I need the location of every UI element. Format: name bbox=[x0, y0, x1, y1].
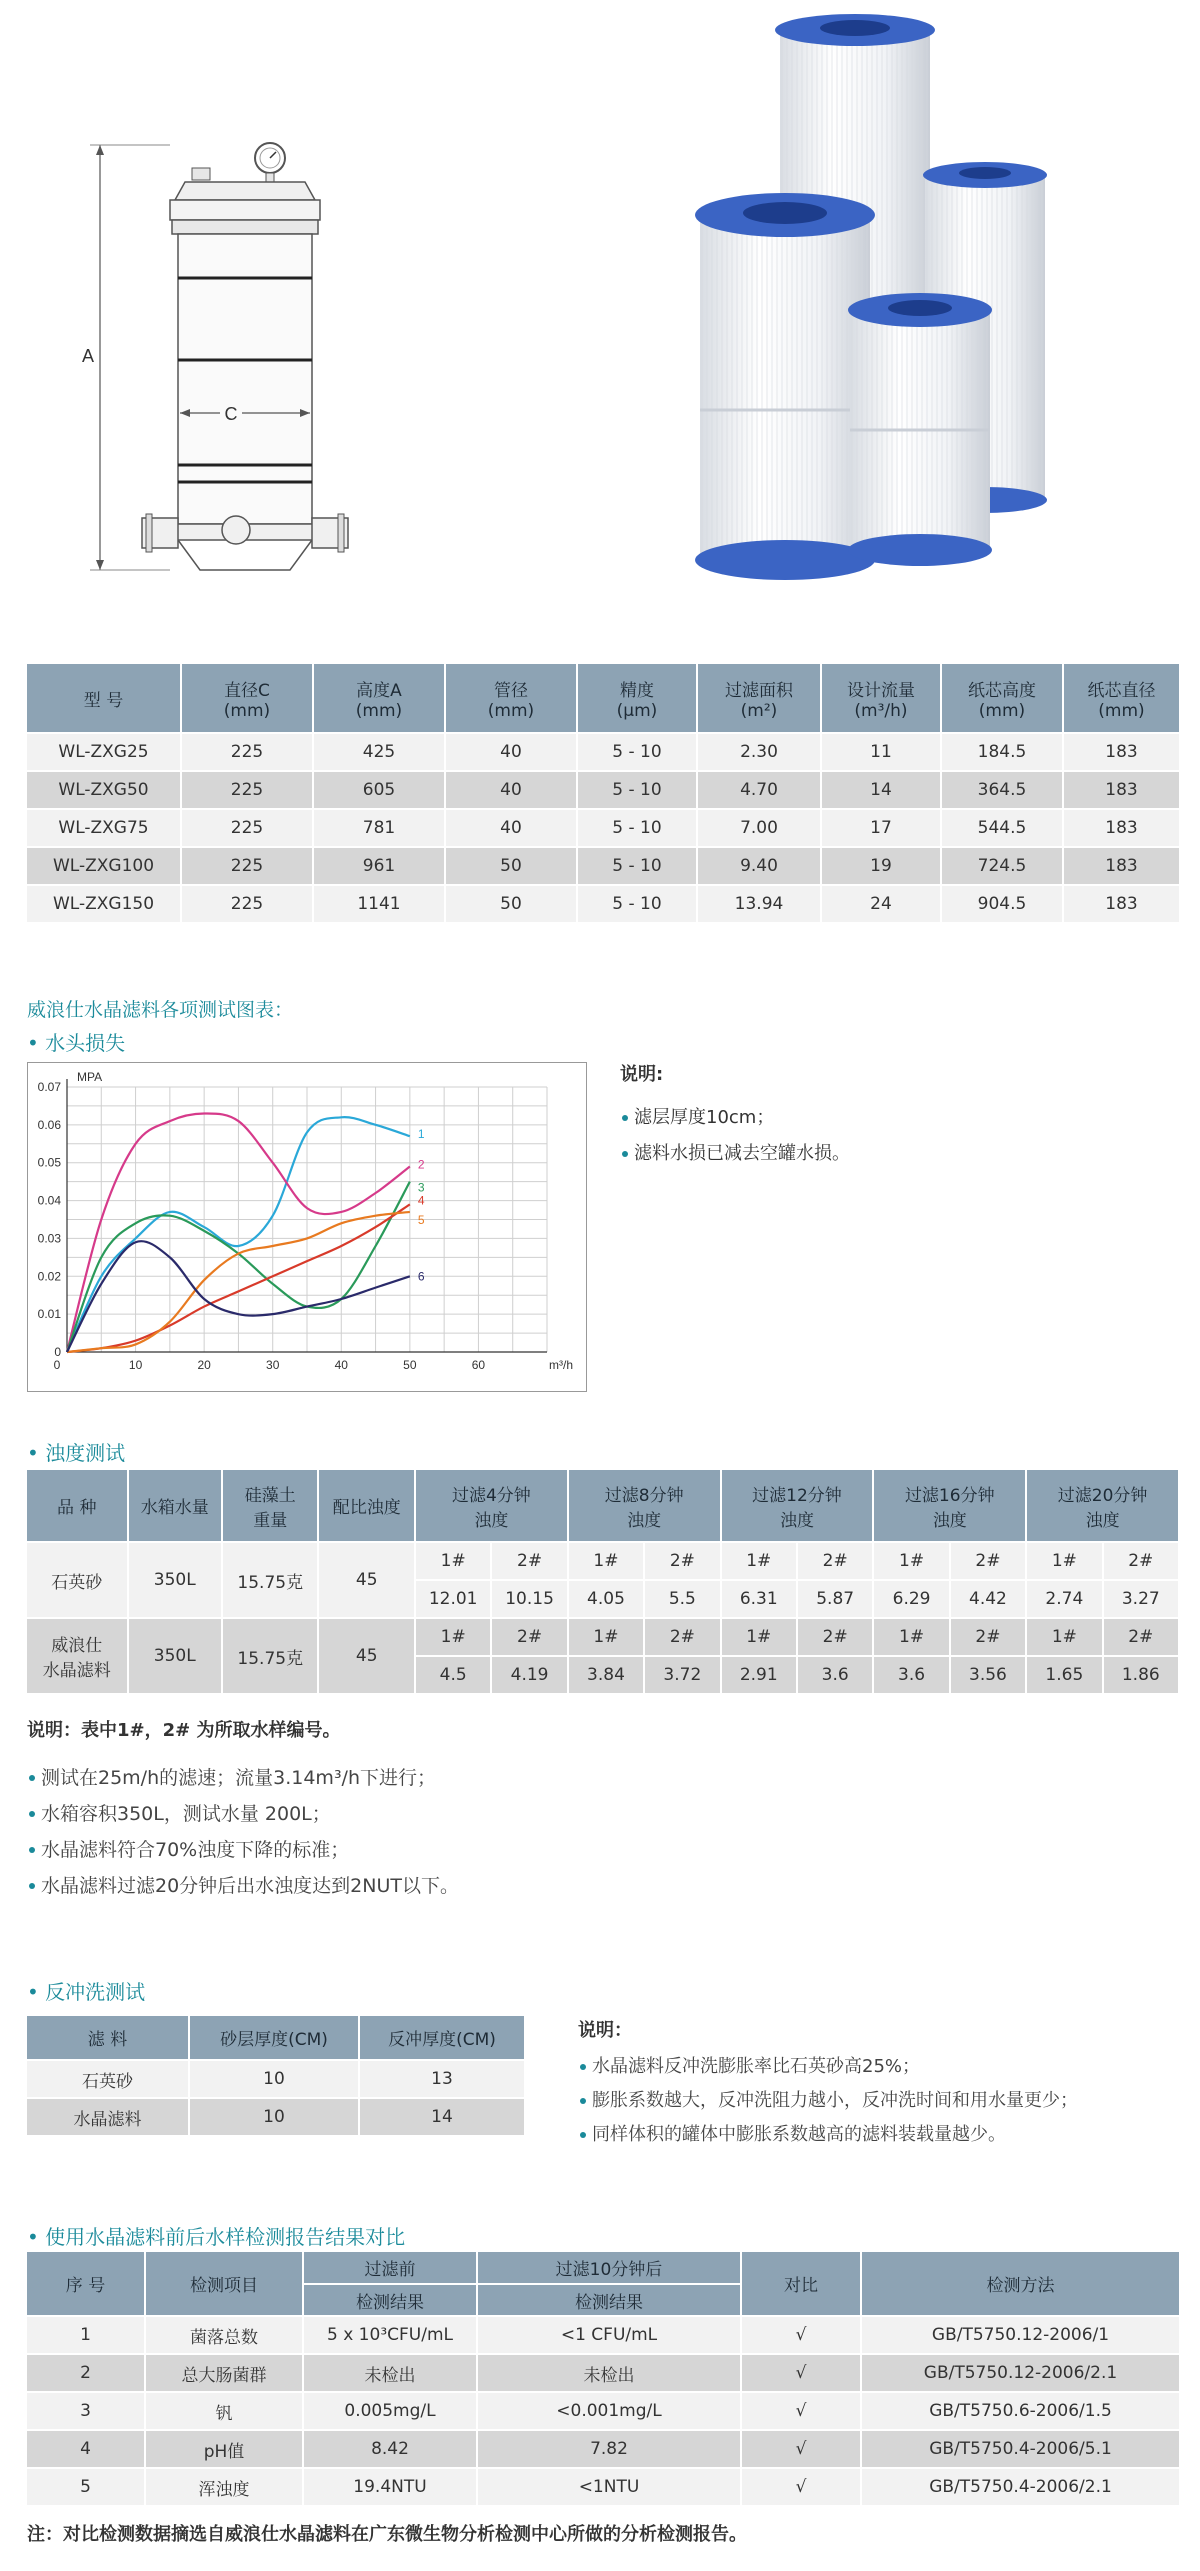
spec-cell: 40 bbox=[445, 809, 577, 847]
turbidity-table bbox=[27, 1470, 1180, 1695]
turbidity-sample-label: 2# bbox=[1103, 1618, 1179, 1656]
spec-cell: 225 bbox=[181, 885, 313, 923]
spec-cell: 225 bbox=[181, 733, 313, 771]
report-table bbox=[27, 2252, 1181, 2507]
report-header-item: 检测项目 bbox=[145, 2252, 303, 2316]
turbidity-material-cell: 威浪仕 水晶滤料 bbox=[27, 1618, 128, 1694]
chart-x-tick-label: 30 bbox=[266, 1358, 280, 1372]
turbidity-value-cell: 1.65 bbox=[1026, 1656, 1102, 1694]
chart-x-axis-label: m³/h bbox=[549, 1358, 573, 1372]
turbidity-value-cell: 6.29 bbox=[873, 1580, 949, 1618]
report-header bbox=[27, 2252, 1180, 2284]
turbidity-value-cell: 1.86 bbox=[1103, 1656, 1179, 1694]
table-row bbox=[27, 1542, 1179, 1580]
turbidity-sample-label: 1# bbox=[1026, 1542, 1102, 1580]
chart-y-tick-label: 0.02 bbox=[37, 1269, 61, 1284]
turbidity-header-cell: 过滤16分钟 浊度 bbox=[873, 1470, 1026, 1542]
spec-header-height: 高度A (mm) bbox=[313, 664, 445, 733]
table-row bbox=[27, 847, 1180, 885]
spec-cell: 183 bbox=[1063, 885, 1180, 923]
report-cell: 总大肠菌群 bbox=[145, 2354, 303, 2392]
table-row bbox=[27, 885, 1180, 923]
backwash-note-title: 说明： bbox=[578, 2020, 632, 2041]
turbidity-value-cell: 12.01 bbox=[415, 1580, 491, 1618]
table-row bbox=[27, 2316, 1180, 2354]
table-row bbox=[27, 2098, 525, 2136]
turbidity-sample-label: 1# bbox=[568, 1618, 644, 1656]
turbidity-header-cell: 过滤20分钟 浊度 bbox=[1026, 1470, 1179, 1542]
backwash-title: • 反冲洗测试 bbox=[27, 1980, 146, 2004]
chart-x-tick-label: 40 bbox=[334, 1358, 348, 1372]
report-cell: 2 bbox=[27, 2354, 145, 2392]
turbidity-value-cell: 3.6 bbox=[873, 1656, 949, 1694]
turbidity-value-cell: 10.15 bbox=[491, 1580, 567, 1618]
spec-cell: 17 bbox=[821, 809, 941, 847]
spec-cell: 425 bbox=[313, 733, 445, 771]
turbidity-value-cell: 3.84 bbox=[568, 1656, 644, 1694]
report-cell: <0.001mg/L bbox=[477, 2392, 741, 2430]
turbidity-sample-label: 1# bbox=[568, 1542, 644, 1580]
spec-cell: 19 bbox=[821, 847, 941, 885]
backwash-cell: 10 bbox=[189, 2060, 359, 2098]
turbidity-volume-cell: 350L bbox=[128, 1542, 222, 1618]
turbidity-value-cell: 4.05 bbox=[568, 1580, 644, 1618]
table-row bbox=[27, 1618, 1179, 1656]
spec-cell: 50 bbox=[445, 847, 577, 885]
backwash-notes bbox=[578, 2016, 1178, 2152]
turbidity-header-cell: 过滤8分钟 浊度 bbox=[568, 1470, 721, 1542]
turbidity-bullet: 水晶滤料符合70%浊度下降的标准； bbox=[27, 1832, 459, 1868]
table-row bbox=[27, 2430, 1180, 2468]
report-cell: √ bbox=[741, 2354, 861, 2392]
chart-series-label: 3 bbox=[417, 1180, 425, 1195]
backwash-header-cell: 反冲厚度(CM) bbox=[359, 2016, 525, 2060]
turbidity-header-cell: 水箱水量 bbox=[128, 1470, 222, 1542]
report-cell: 5 bbox=[27, 2468, 145, 2506]
turbidity-sample-label: 1# bbox=[873, 1618, 949, 1656]
turbidity-sample-label: 2# bbox=[797, 1618, 873, 1656]
spec-cell: 184.5 bbox=[941, 733, 1063, 771]
backwash-note-item: 水晶滤料反冲洗膨胀率比石英砂高25%； bbox=[578, 2050, 1178, 2084]
report-cell: GB/T5750.12-2006/1 bbox=[861, 2316, 1180, 2354]
report-cell: 未检出 bbox=[477, 2354, 741, 2392]
spec-cell: 14 bbox=[821, 771, 941, 809]
turbidity-ratio-cell: 45 bbox=[318, 1542, 414, 1618]
chart-x-tick-label: 20 bbox=[197, 1358, 211, 1372]
turbidity-sample-label: 2# bbox=[1103, 1542, 1179, 1580]
filter-cartridges-photo bbox=[680, 10, 1100, 585]
turbidity-sample-label: 2# bbox=[950, 1618, 1026, 1656]
turbidity-bullet: 水箱容积350L，测试水量 200L； bbox=[27, 1796, 459, 1832]
turbidity-weight-cell: 15.75克 bbox=[222, 1542, 318, 1618]
report-cell: pH值 bbox=[145, 2430, 303, 2468]
report-header-no: 序 号 bbox=[27, 2252, 145, 2316]
spec-cell: 13.94 bbox=[697, 885, 821, 923]
turbidity-value-cell: 2.91 bbox=[721, 1656, 797, 1694]
report-cell: √ bbox=[741, 2430, 861, 2468]
turbidity-header bbox=[27, 1470, 1179, 1542]
spec-cell: 183 bbox=[1063, 733, 1180, 771]
table-row bbox=[27, 2468, 1180, 2506]
filter-housing-diagram bbox=[60, 130, 380, 590]
turbidity-header-cell: 过滤4分钟 浊度 bbox=[415, 1470, 568, 1542]
turbidity-value-cell: 3.27 bbox=[1103, 1580, 1179, 1618]
turbidity-sample-label: 1# bbox=[721, 1542, 797, 1580]
spec-cell: 1141 bbox=[313, 885, 445, 923]
headloss-note-title: 说明: bbox=[620, 1064, 664, 1085]
report-cell: GB/T5750.12-2006/2.1 bbox=[861, 2354, 1180, 2392]
backwash-cell: 13 bbox=[359, 2060, 525, 2098]
report-cell: 4 bbox=[27, 2430, 145, 2468]
chart-x-tick-label: 60 bbox=[471, 1358, 486, 1372]
report-header-after: 过滤10分钟后 bbox=[477, 2252, 741, 2284]
spec-cell: WL-ZXG25 bbox=[27, 733, 181, 771]
chart-series-label: 1 bbox=[417, 1127, 425, 1142]
spec-header-flow: 设计流量 (m³/h) bbox=[821, 664, 941, 733]
spec-table-header bbox=[27, 664, 1180, 733]
report-cell: 浑浊度 bbox=[145, 2468, 303, 2506]
report-header-before: 过滤前 bbox=[303, 2252, 477, 2284]
chart-y-tick-label: 0.05 bbox=[37, 1155, 61, 1170]
backwash-header-cell: 滤 料 bbox=[27, 2016, 189, 2060]
chart-y-tick-label: 0.07 bbox=[37, 1080, 61, 1094]
spec-cell: 724.5 bbox=[941, 847, 1063, 885]
report-cell: 19.4NTU bbox=[303, 2468, 477, 2506]
turbidity-sample-label: 2# bbox=[950, 1542, 1026, 1580]
chart-x-tick-label: 50 bbox=[403, 1358, 417, 1372]
spec-cell: WL-ZXG50 bbox=[27, 771, 181, 809]
spec-header-core-height: 纸芯高度 (mm) bbox=[941, 664, 1063, 733]
dimension-c-label: C bbox=[224, 404, 238, 424]
spec-cell: 225 bbox=[181, 847, 313, 885]
spec-cell: 9.40 bbox=[697, 847, 821, 885]
backwash-note-item: 膨胀系数越大，反冲洗阻力越小，反冲洗时间和用水量更少； bbox=[578, 2084, 1178, 2118]
backwash-cell: 石英砂 bbox=[27, 2060, 189, 2098]
table-row bbox=[27, 733, 1180, 771]
backwash-table bbox=[27, 2016, 526, 2137]
spec-header-pipe: 管径 (mm) bbox=[445, 664, 577, 733]
backwash-cell: 水晶滤料 bbox=[27, 2098, 189, 2136]
report-cell: √ bbox=[741, 2468, 861, 2506]
turbidity-value-cell: 4.42 bbox=[950, 1580, 1026, 1618]
report-cell: √ bbox=[741, 2392, 861, 2430]
backwash-cell: 14 bbox=[359, 2098, 525, 2136]
spec-cell: 40 bbox=[445, 733, 577, 771]
table-row bbox=[27, 2392, 1180, 2430]
spec-cell: 5 - 10 bbox=[577, 809, 697, 847]
spec-cell: 5 - 10 bbox=[577, 771, 697, 809]
spec-cell: 2.30 bbox=[697, 733, 821, 771]
report-footnote: 注：对比检测数据摘选自威浪仕水晶滤料在广东微生物分析检测中心所做的分析检测报告。 bbox=[27, 2524, 747, 2545]
report-header-method: 检测方法 bbox=[861, 2252, 1180, 2316]
report-cell: 7.82 bbox=[477, 2430, 741, 2468]
test-charts-title: 威浪仕水晶滤料各项测试图表： bbox=[27, 999, 294, 1021]
chart-y-tick-label: 0.04 bbox=[37, 1193, 61, 1208]
report-cell: GB/T5750.4-2006/2.1 bbox=[861, 2468, 1180, 2506]
turbidity-bullets bbox=[27, 1760, 459, 1904]
turbidity-material-cell: 石英砂 bbox=[27, 1542, 128, 1618]
spec-header-precision: 精度 (μm) bbox=[577, 664, 697, 733]
spec-cell: WL-ZXG100 bbox=[27, 847, 181, 885]
report-title: • 使用水晶滤料前后水样检测报告结果对比 bbox=[27, 2225, 406, 2249]
spec-cell: 225 bbox=[181, 809, 313, 847]
chart-series-label: 6 bbox=[417, 1269, 425, 1284]
backwash-header bbox=[27, 2016, 525, 2060]
spec-cell: 11 bbox=[821, 733, 941, 771]
turbidity-note: 说明：表中1#，2# 为所取水样编号。 bbox=[27, 1720, 341, 1741]
report-cell: 3 bbox=[27, 2392, 145, 2430]
spec-cell: 5 - 10 bbox=[577, 885, 697, 923]
turbidity-sample-label: 2# bbox=[797, 1542, 873, 1580]
table-row bbox=[27, 771, 1180, 809]
headloss-note-item: 滤料水损已减去空罐水损。 bbox=[620, 1136, 1140, 1172]
spec-cell: 364.5 bbox=[941, 771, 1063, 809]
chart-x-tick-label: 0 bbox=[53, 1358, 61, 1372]
chart-y-axis-label: MPA bbox=[77, 1070, 103, 1084]
headloss-chart bbox=[27, 1062, 587, 1392]
spec-table bbox=[27, 664, 1181, 924]
spec-header-diameter: 直径C (mm) bbox=[181, 664, 313, 733]
spec-cell: WL-ZXG150 bbox=[27, 885, 181, 923]
spec-cell: 183 bbox=[1063, 771, 1180, 809]
chart-series-label: 4 bbox=[417, 1193, 425, 1208]
turbidity-sample-label: 2# bbox=[644, 1542, 720, 1580]
chart-y-tick-label: 0.06 bbox=[37, 1117, 61, 1132]
turbidity-bullet: 水晶滤料过滤20分钟后出水浊度达到2NUT以下。 bbox=[27, 1868, 459, 1904]
spec-cell: 50 bbox=[445, 885, 577, 923]
turbidity-header-cell: 过滤12分钟 浊度 bbox=[721, 1470, 874, 1542]
table-row bbox=[27, 809, 1180, 847]
chart-x-tick-label: 10 bbox=[128, 1358, 143, 1372]
chart-series-label: 5 bbox=[417, 1212, 425, 1227]
turbidity-ratio-cell: 45 bbox=[318, 1618, 414, 1694]
dimension-a-label: A bbox=[81, 346, 94, 366]
turbidity-value-cell: 4.5 bbox=[415, 1656, 491, 1694]
spec-cell: 5 - 10 bbox=[577, 847, 697, 885]
turbidity-value-cell: 4.19 bbox=[491, 1656, 567, 1694]
turbidity-sample-label: 1# bbox=[873, 1542, 949, 1580]
turbidity-header-cell: 品 种 bbox=[27, 1470, 128, 1542]
report-cell: <1NTU bbox=[477, 2468, 741, 2506]
turbidity-sample-label: 1# bbox=[721, 1618, 797, 1656]
spec-cell: 183 bbox=[1063, 809, 1180, 847]
table-row bbox=[27, 2060, 525, 2098]
report-header-result: 检测结果 bbox=[477, 2284, 741, 2316]
turbidity-sample-label: 2# bbox=[644, 1618, 720, 1656]
turbidity-value-cell: 5.87 bbox=[797, 1580, 873, 1618]
turbidity-sample-label: 1# bbox=[415, 1618, 491, 1656]
turbidity-header-cell: 硅藻土 重量 bbox=[222, 1470, 318, 1542]
report-cell: 8.42 bbox=[303, 2430, 477, 2468]
spec-cell: 40 bbox=[445, 771, 577, 809]
turbidity-value-cell: 3.6 bbox=[797, 1656, 873, 1694]
report-header-compare: 对比 bbox=[741, 2252, 861, 2316]
spec-header-model: 型 号 bbox=[27, 664, 181, 733]
report-cell: 钒 bbox=[145, 2392, 303, 2430]
report-header-result: 检测结果 bbox=[303, 2284, 477, 2316]
turbidity-bullet: 测试在25m/h的滤速；流量3.14m³/h下进行； bbox=[27, 1760, 459, 1796]
backwash-header-cell: 砂层厚度(CM) bbox=[189, 2016, 359, 2060]
report-cell: 未检出 bbox=[303, 2354, 477, 2392]
spec-cell: 4.70 bbox=[697, 771, 821, 809]
turbidity-volume-cell: 350L bbox=[128, 1618, 222, 1694]
backwash-note-item: 同样体积的罐体中膨胀系数越高的滤料装载量越少。 bbox=[578, 2118, 1178, 2152]
headloss-notes bbox=[620, 1060, 1140, 1172]
turbidity-value-cell: 3.72 bbox=[644, 1656, 720, 1694]
report-cell: GB/T5750.4-2006/5.1 bbox=[861, 2430, 1180, 2468]
spec-cell: 183 bbox=[1063, 847, 1180, 885]
headloss-title: • 水头损失 bbox=[27, 1031, 126, 1055]
turbidity-title: • 浊度测试 bbox=[27, 1441, 126, 1465]
chart-y-tick-label: 0.01 bbox=[37, 1307, 61, 1322]
report-cell: √ bbox=[741, 2316, 861, 2354]
turbidity-value-cell: 3.56 bbox=[950, 1656, 1026, 1694]
report-cell: GB/T5750.6-2006/1.5 bbox=[861, 2392, 1180, 2430]
spec-cell: 544.5 bbox=[941, 809, 1063, 847]
turbidity-value-cell: 6.31 bbox=[721, 1580, 797, 1618]
spec-cell: 7.00 bbox=[697, 809, 821, 847]
turbidity-sample-label: 1# bbox=[1026, 1618, 1102, 1656]
headloss-note-item: 滤层厚度10cm； bbox=[620, 1100, 1140, 1136]
spec-cell: 5 - 10 bbox=[577, 733, 697, 771]
spec-cell: 225 bbox=[181, 771, 313, 809]
table-row bbox=[27, 2354, 1180, 2392]
turbidity-sample-label: 2# bbox=[491, 1542, 567, 1580]
turbidity-weight-cell: 15.75克 bbox=[222, 1618, 318, 1694]
chart-series-label: 2 bbox=[417, 1157, 425, 1172]
spec-cell: 605 bbox=[313, 771, 445, 809]
spec-cell: 904.5 bbox=[941, 885, 1063, 923]
turbidity-header-cell: 配比浊度 bbox=[318, 1470, 414, 1542]
report-cell: <1 CFU/mL bbox=[477, 2316, 741, 2354]
chart-y-tick-label: 0 bbox=[54, 1345, 61, 1359]
spec-cell: 961 bbox=[313, 847, 445, 885]
report-cell: 菌落总数 bbox=[145, 2316, 303, 2354]
turbidity-value-cell: 5.5 bbox=[644, 1580, 720, 1618]
spec-header-area: 过滤面积 (m²) bbox=[697, 664, 821, 733]
turbidity-sample-label: 1# bbox=[415, 1542, 491, 1580]
spec-cell: 781 bbox=[313, 809, 445, 847]
backwash-cell: 10 bbox=[189, 2098, 359, 2136]
report-cell: 0.005mg/L bbox=[303, 2392, 477, 2430]
turbidity-value-cell: 2.74 bbox=[1026, 1580, 1102, 1618]
report-cell: 1 bbox=[27, 2316, 145, 2354]
spec-cell: WL-ZXG75 bbox=[27, 809, 181, 847]
spec-cell: 24 bbox=[821, 885, 941, 923]
chart-y-tick-label: 0.03 bbox=[37, 1231, 61, 1246]
spec-header-core-diameter: 纸芯直径 (mm) bbox=[1063, 664, 1180, 733]
report-cell: 5 x 10³CFU/mL bbox=[303, 2316, 477, 2354]
turbidity-sample-label: 2# bbox=[491, 1618, 567, 1656]
